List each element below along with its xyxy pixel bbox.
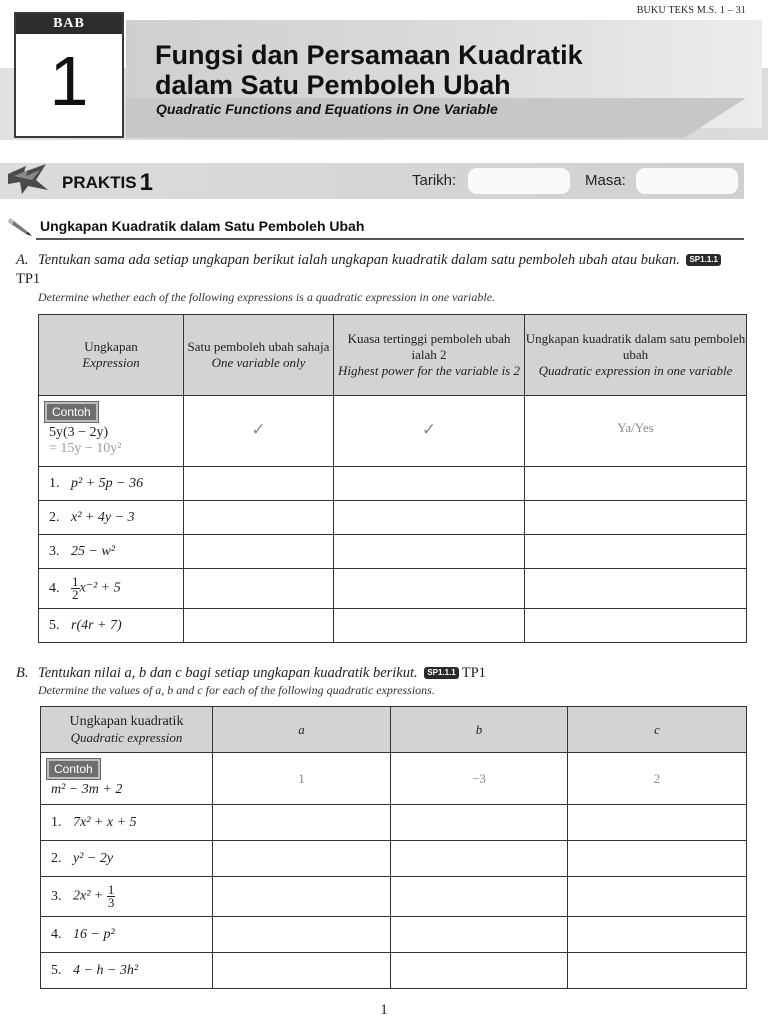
example-highest-power-check: ✓ xyxy=(334,396,525,467)
expression-text: 7x² + x + 5 xyxy=(73,814,137,830)
example-expression: m² − 3m + 2 xyxy=(51,782,123,797)
answer-cell[interactable] xyxy=(568,917,747,953)
header-quadratic-expression: Ungkapan kuadratik dalam satu pemboleh ubah Quadratic expression in one variable xyxy=(525,315,747,396)
practice-label: PRAKTIS xyxy=(62,173,137,192)
example-badge: Contoh xyxy=(47,759,100,779)
answer-cell[interactable] xyxy=(525,569,747,609)
header-one-variable: Satu pemboleh ubah sahaja One variable only xyxy=(184,315,334,396)
table-row: 4. 16 − p² xyxy=(41,917,747,953)
table-row: 3. 25 − w² xyxy=(39,535,747,569)
table-row: 1. p² + 5p − 36 xyxy=(39,467,747,501)
part-b-sp-tag: SP1.1.1 xyxy=(424,667,458,679)
example-a-value: 1 xyxy=(213,753,391,805)
answer-cell[interactable] xyxy=(184,535,334,569)
chapter-subtitle: Quadratic Functions and Equations in One Variable xyxy=(156,101,498,117)
expression-text: p² + 5p − 36 xyxy=(71,475,144,491)
answer-cell[interactable] xyxy=(213,877,391,917)
part-a-instruction xyxy=(16,251,746,289)
answer-cell[interactable] xyxy=(334,535,525,569)
expression-text: y² − 2y xyxy=(73,850,114,866)
answer-cell[interactable] xyxy=(334,609,525,643)
answer-cell[interactable] xyxy=(213,805,391,841)
header-highest-power: Kuasa tertinggi pemboleh ubah ialah 2 Highest power for the variable is 2 xyxy=(334,315,525,396)
fraction: $\frac{1}{2}$ xyxy=(72,574,79,602)
chapter-number: 1 xyxy=(49,42,89,120)
part-b-instruction xyxy=(16,664,746,683)
table-row: 5. r(4r + 7) xyxy=(39,609,747,643)
part-b-header-row xyxy=(41,707,747,753)
answer-cell[interactable] xyxy=(568,877,747,917)
table-row: 2. x² + 4y − 3 xyxy=(39,501,747,535)
section-divider xyxy=(36,238,744,240)
part-b-letter: B. xyxy=(16,665,29,681)
expression-text: 2x² + xyxy=(73,888,104,904)
answer-cell[interactable] xyxy=(213,917,391,953)
header-c: c xyxy=(568,707,747,753)
part-a-sp-tag: SP1.1.1 xyxy=(686,254,720,266)
expression-text: x² + 4y − 3 xyxy=(71,509,135,525)
answer-cell[interactable] xyxy=(391,917,568,953)
example-line2: = 15y − 10y² xyxy=(49,441,122,456)
chapter-badge xyxy=(14,12,124,138)
expression-text: 4 − h − 3h² xyxy=(73,962,139,978)
expression-text: r(4r + 7) xyxy=(71,617,122,633)
example-b-value: −3 xyxy=(391,753,568,805)
example-c-value: 2 xyxy=(568,753,747,805)
table-row: 2. y² − 2y xyxy=(41,841,747,877)
section-title: Ungkapan Kuadratik dalam Satu Pemboleh Ubah xyxy=(40,218,365,234)
chapter-title xyxy=(155,40,735,100)
part-a-letter: A. xyxy=(16,252,29,268)
answer-cell[interactable] xyxy=(391,841,568,877)
part-a-example-row xyxy=(39,396,747,467)
answer-cell[interactable] xyxy=(213,841,391,877)
answer-cell[interactable] xyxy=(334,501,525,535)
answer-cell[interactable] xyxy=(391,805,568,841)
part-a-instruction-text: Tentukan sama ada setiap ungkapan berikut ialah ungkapan kuadratik dalam satu pemboleh ubah atau bukan. xyxy=(38,252,680,268)
answer-cell[interactable] xyxy=(184,569,334,609)
header-b: b xyxy=(391,707,568,753)
answer-cell[interactable] xyxy=(525,535,747,569)
answer-cell[interactable] xyxy=(184,609,334,643)
part-a-level: TP1 xyxy=(16,271,41,287)
answer-cell[interactable] xyxy=(568,841,747,877)
textbook-reference: BUKU TEKS M.S. 1 – 31 xyxy=(636,5,746,16)
example-one-variable-check: ✓ xyxy=(184,396,334,467)
chapter-title-line1: Fungsi dan Persamaan Kuadratik xyxy=(155,40,583,70)
example-expression-cell xyxy=(39,396,184,467)
answer-cell[interactable] xyxy=(213,953,391,989)
page-number: 1 xyxy=(380,1002,388,1018)
part-b-table xyxy=(40,706,747,989)
time-field[interactable] xyxy=(636,168,738,194)
expression-text: 25 − w² xyxy=(71,543,115,559)
arrow-icon xyxy=(6,160,50,196)
answer-cell[interactable] xyxy=(391,953,568,989)
date-field[interactable] xyxy=(468,168,570,194)
example-badge: Contoh xyxy=(45,402,98,422)
answer-cell[interactable] xyxy=(334,467,525,501)
part-a-table xyxy=(38,314,747,643)
chapter-title-line2: dalam Satu Pemboleh Ubah xyxy=(155,70,511,100)
answer-cell[interactable] xyxy=(568,953,747,989)
header-quadratic-expression: Ungkapan kuadratik Quadratic expression xyxy=(41,707,213,753)
pencil-icon xyxy=(6,212,36,238)
practice-title xyxy=(62,169,153,197)
answer-cell[interactable] xyxy=(334,569,525,609)
answer-cell[interactable] xyxy=(184,467,334,501)
expression-text: 16 − p² xyxy=(73,926,115,942)
table-row: 4. $\frac{1}{2}$ x⁻² + 5 xyxy=(39,569,747,609)
part-a-header-row xyxy=(39,315,747,396)
header-expression: Ungkapan Expression xyxy=(39,315,184,396)
answer-cell[interactable] xyxy=(391,877,568,917)
example-line1: 5y(3 − 2y) xyxy=(49,425,109,440)
header-a: a xyxy=(213,707,391,753)
answer-cell[interactable] xyxy=(525,609,747,643)
table-row: 1. 7x² + x + 5 xyxy=(41,805,747,841)
practice-number: 1 xyxy=(139,169,153,196)
example-expression-cell xyxy=(41,753,213,805)
example-answer: Ya/Yes xyxy=(525,396,747,467)
part-b-instruction-en: Determine the values of a, b and c for each of the following quadratic expressions. xyxy=(38,683,435,697)
part-b-example-row xyxy=(41,753,747,805)
answer-cell[interactable] xyxy=(184,501,334,535)
part-a-instruction-en: Determine whether each of the following expressions is a quadratic expression in one variable. xyxy=(38,290,496,304)
table-row: 5. 4 − h − 3h² xyxy=(41,953,747,989)
chapter-badge-label: BAB xyxy=(16,14,122,34)
table-row: 3. 2x² + $\frac{1}{3}$ xyxy=(41,877,747,917)
expression-text: x⁻² + 5 xyxy=(79,580,121,596)
date-label: Tarikh: xyxy=(412,172,457,189)
part-b-instruction-text: Tentukan nilai a, b dan c bagi setiap ungkapan kuadratik berikut. xyxy=(38,665,418,681)
time-label: Masa: xyxy=(585,172,626,189)
fraction: $\frac{1}{3}$ xyxy=(107,882,115,910)
answer-cell[interactable] xyxy=(525,467,747,501)
part-b-level: TP1 xyxy=(461,665,486,681)
answer-cell[interactable] xyxy=(568,805,747,841)
answer-cell[interactable] xyxy=(525,501,747,535)
